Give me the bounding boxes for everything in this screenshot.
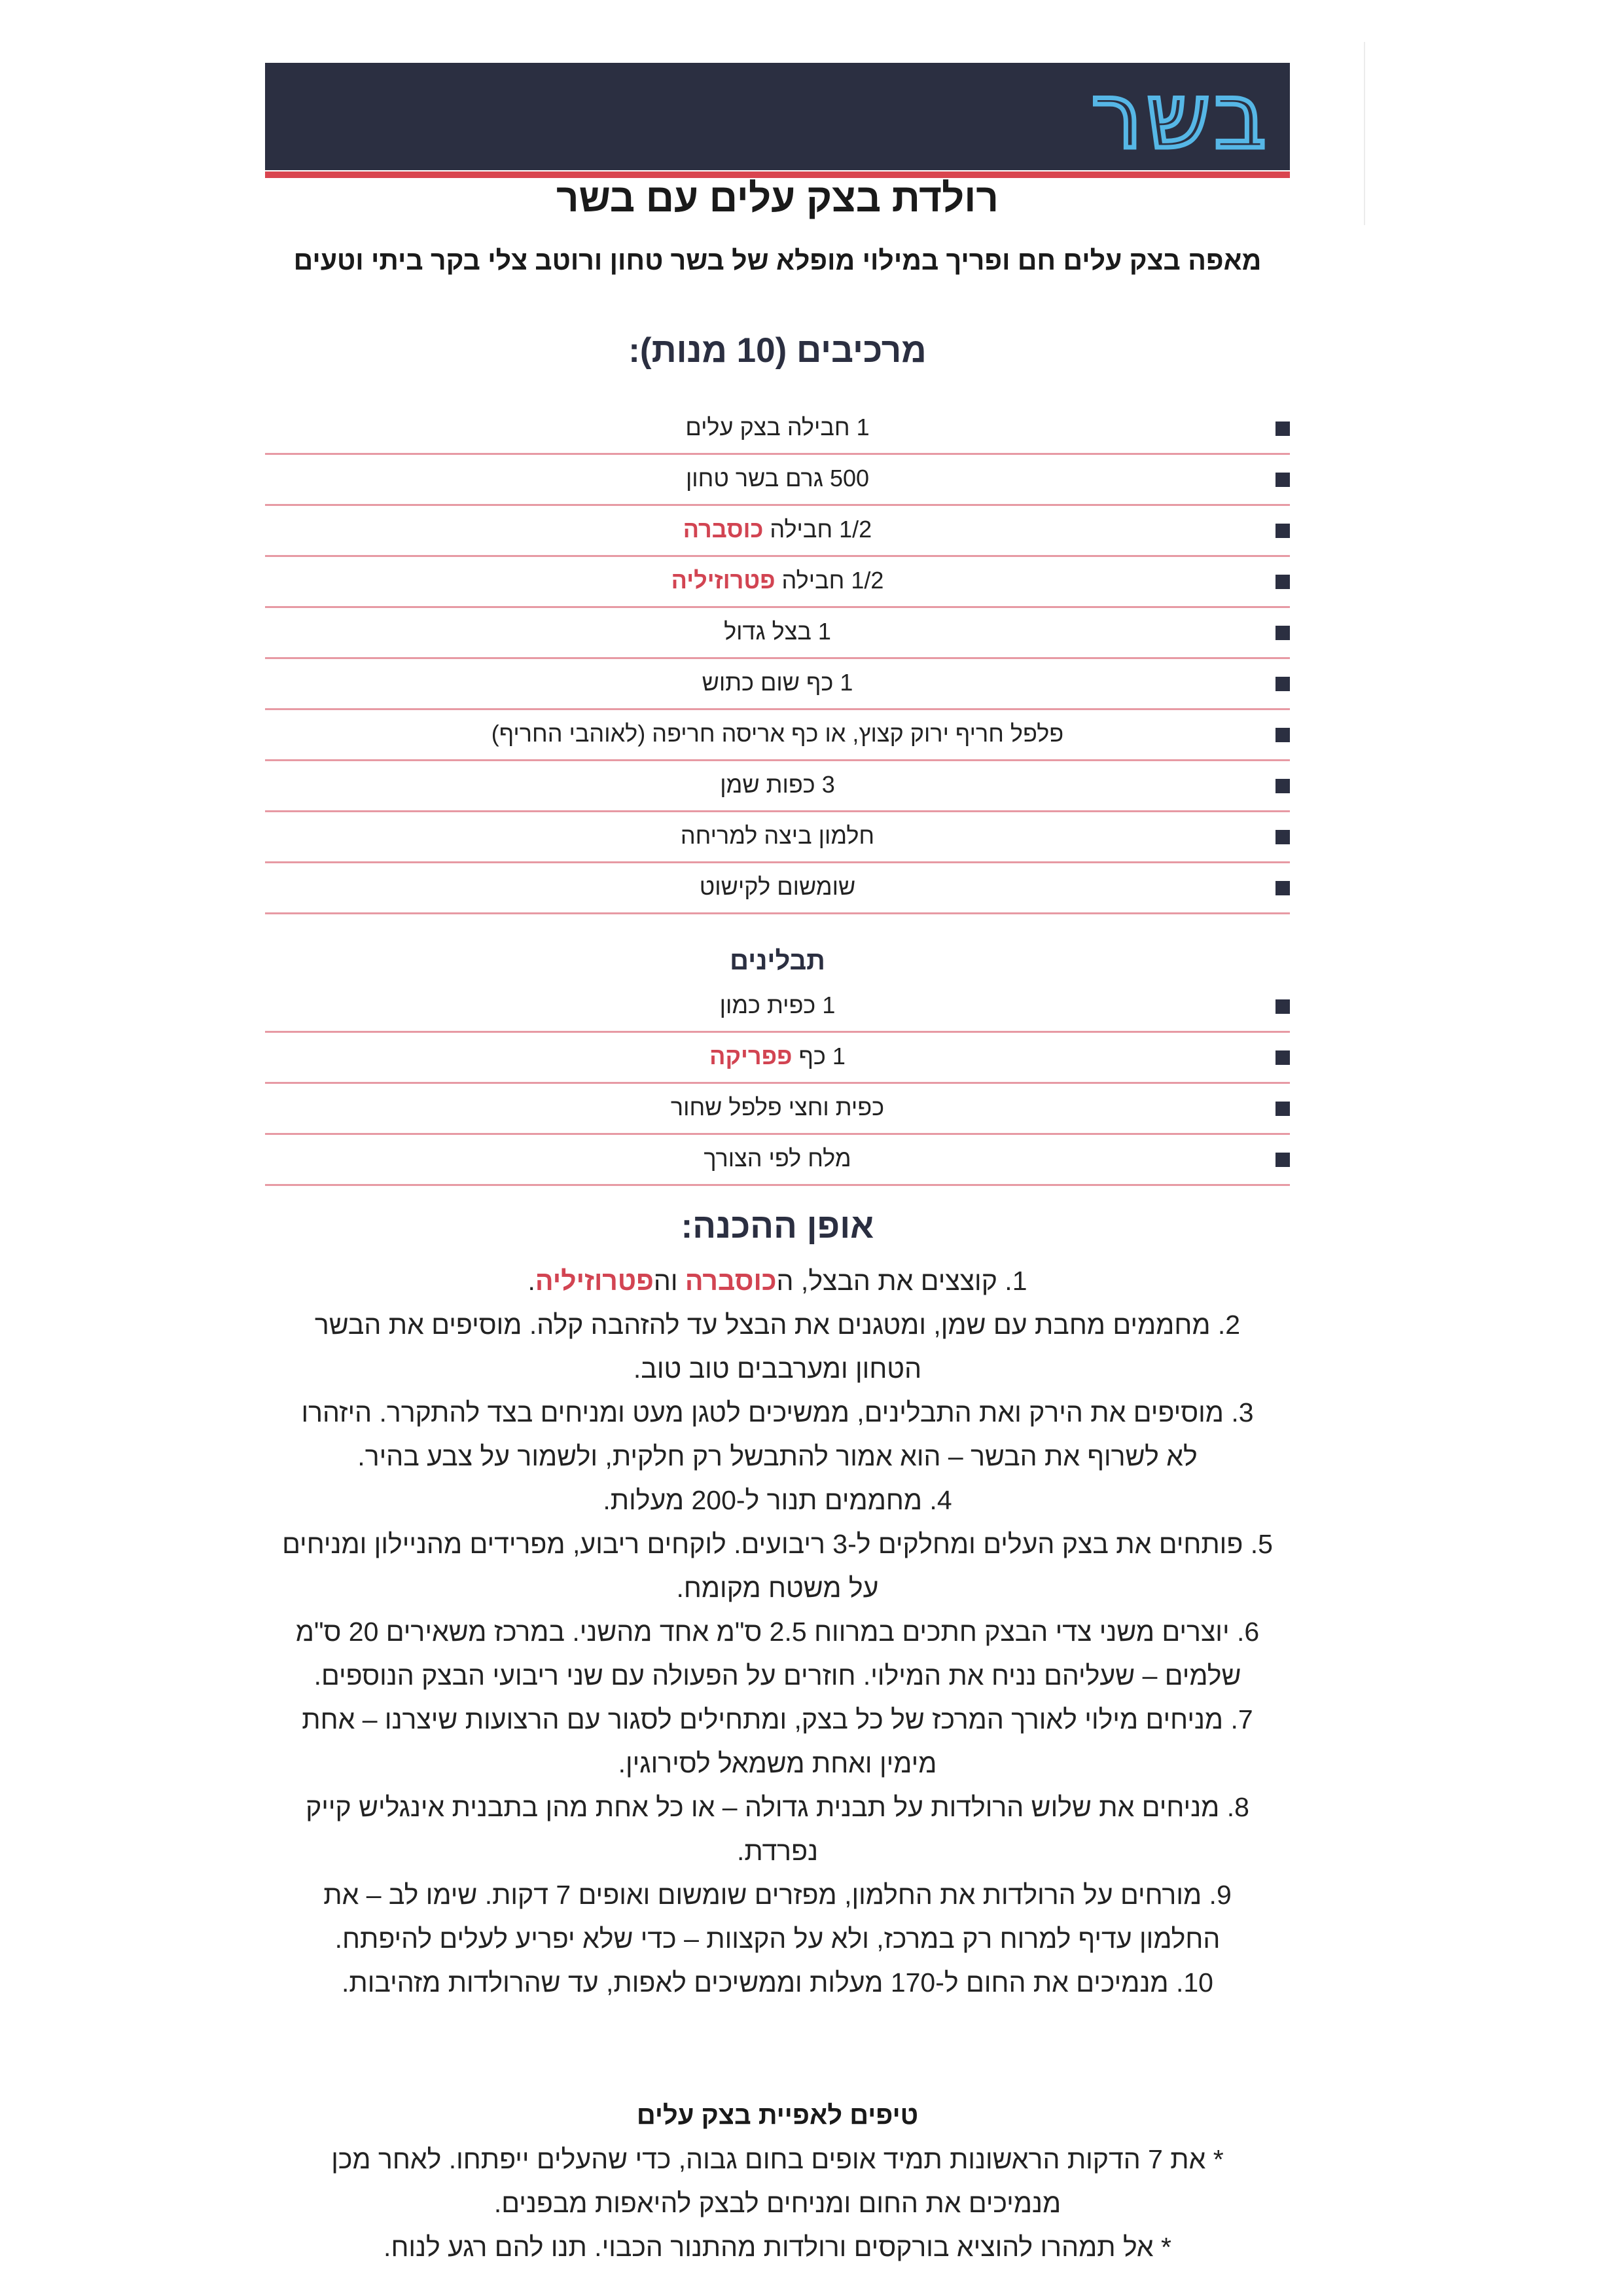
- ingredient-item: 1 כף שום כתוש: [265, 659, 1290, 710]
- spice-item: 1 כף פפריקה: [265, 1033, 1290, 1084]
- tips-section: [265, 2138, 1290, 2269]
- square-bullet-icon: [1275, 575, 1290, 589]
- ingredient-item: פלפל חריף ירוק קצוץ, או כף אריסה חריפה (לאוהבי החריף): [265, 710, 1290, 761]
- header-banner: [265, 63, 1290, 170]
- tips-heading: טיפים לאפיית בצק עלים: [636, 2101, 919, 2130]
- ingredient-item: 1/2 חבילה פטרוזיליה: [265, 557, 1290, 608]
- ingredients-list: [265, 404, 1290, 914]
- recipe-title: רולדת בצק עלים עם בשר: [556, 176, 999, 220]
- square-bullet-icon: [1275, 626, 1290, 640]
- tip-line: * אל תמהרו להוציא בורקסים ורולדות מהתנור הכבוי. תנו להם רגע לנוח.: [383, 2232, 1171, 2262]
- square-bullet-icon: [1275, 1102, 1290, 1116]
- ingredient-item: חלמון ביצה למריחה: [265, 812, 1290, 863]
- square-bullet-icon: [1275, 524, 1290, 538]
- spices-heading: תבלינים: [730, 946, 825, 975]
- recipe-subtitle: מאפה בצק עלים חם ופריך במילוי מופלא של בשר טחון ורוטב צלי בקר ביתי וטעים: [293, 245, 1262, 276]
- step-line: 6. יוצרים משני צדי הבצק חתכים במרווח 2.5 ס"מ אחד מהשני. במרכז משאירים 20 ס"מ: [295, 1617, 1260, 1647]
- tip-line: * את 7 הדקות הראשונות תמיד אופים בחום גבוה, כדי שהעלים ייפתחו. לאחר מכן: [331, 2144, 1224, 2174]
- step-line: מימין ואחת משמאל לסירוגין.: [618, 1748, 937, 1778]
- ingredient-item: 1 חבילה בצק עלים: [265, 404, 1290, 455]
- square-bullet-icon: [1275, 999, 1290, 1014]
- step-line: 7. מניחים מילוי לאורך המרכז של כל בצק, ומתחילים לסגור עם הרצועות שיצרנו – אחת: [302, 1704, 1253, 1734]
- spice-item: 1 כפית כמון: [265, 982, 1290, 1033]
- step-line: 1. קוצצים את הבצל, הכוסברה והפטרוזיליה.: [527, 1266, 1027, 1296]
- step-line: נפרדת.: [736, 1836, 819, 1866]
- square-bullet-icon: [1275, 1050, 1290, 1065]
- step-line: לא לשרוף את הבשר – הוא אמור להתבשל רק חלקית, ולשמור על צבע בהיר.: [357, 1441, 1198, 1471]
- square-bullet-icon: [1275, 473, 1290, 487]
- step-line: 4. מחממים תנור ל-200 מעלות.: [603, 1485, 952, 1515]
- ingredient-item: 1 בצל גדול: [265, 608, 1290, 659]
- ingredient-link-parsley[interactable]: פטרוזיליה: [671, 567, 776, 594]
- square-bullet-icon: [1275, 779, 1290, 793]
- step-line: 10. מנמיכים את החום ל-170 מעלות וממשיכים לאפות, עד שהרולדות מזהיבות.: [342, 1967, 1213, 1998]
- step-line: 9. מורחים על הרולדות את החלמון, מפזרים שומשום ואופים 7 דקות. שימו לב – את: [323, 1880, 1232, 1910]
- square-bullet-icon: [1275, 728, 1290, 742]
- ingredient-item: 1/2 חבילה כוסברה: [265, 506, 1290, 557]
- spice-link-paprika[interactable]: פפריקה: [709, 1043, 793, 1069]
- site-logo[interactable]: בשר: [1091, 63, 1270, 169]
- step-line: הטחון ומערבבים טוב טוב.: [633, 1354, 922, 1384]
- square-bullet-icon: [1275, 422, 1290, 436]
- step-line: על משטח מקומח.: [676, 1573, 879, 1603]
- square-bullet-icon: [1275, 830, 1290, 844]
- square-bullet-icon: [1275, 1153, 1290, 1167]
- step-line: 5. פותחים את בצק העלים ומחלקים ל-3 ריבועים. לוקחים ריבוע, מפרידים מהניילון ומניחים: [282, 1529, 1273, 1559]
- ingredient-item: שומשום לקישוט: [265, 863, 1290, 914]
- preparation-steps: [265, 1259, 1290, 2005]
- spices-list: [265, 982, 1290, 1186]
- preparation-heading: אופן ההכנה:: [681, 1207, 874, 1246]
- ingredient-item: 500 גרם בשר טחון: [265, 455, 1290, 506]
- step-line: החלמון עדיף למרוח רק במרכז, ולא על הקצוות – כדי שלא יפריע לעלים להיפתח.: [334, 1924, 1221, 1954]
- step-link-coriander[interactable]: כוסברה: [685, 1266, 777, 1296]
- square-bullet-icon: [1275, 881, 1290, 895]
- spice-item: מלח לפי הצורך: [265, 1135, 1290, 1186]
- step-link-parsley[interactable]: פטרוזיליה: [535, 1266, 654, 1296]
- ingredient-item: 3 כפות שמן: [265, 761, 1290, 812]
- tip-line: מנמיכים את החום ומניחים לבצק להיאפות מבפנים.: [493, 2188, 1061, 2218]
- step-line: שלמים – שעליהם נניח את המילוי. חוזרים על הפעולה עם שני ריבועי הבצק הנוספים.: [313, 1660, 1241, 1691]
- page-edge-line: [1364, 42, 1365, 225]
- step-line: 2. מחממים מחבת עם שמן, ומטגנים את הבצל עד להזהבה קלה. מוסיפים את הבשר: [314, 1310, 1241, 1340]
- step-line: 8. מניחים את שלוש הרולדות על תבנית גדולה – או כל אחת מהן בתבנית אינגליש קייק: [306, 1792, 1249, 1822]
- ingredient-link-coriander[interactable]: כוסברה: [683, 516, 764, 543]
- square-bullet-icon: [1275, 677, 1290, 691]
- spice-item: כפית וחצי פלפל שחור: [265, 1084, 1290, 1135]
- ingredients-heading: מרכיבים (10 מנות):: [628, 331, 927, 370]
- step-line: 3. מוסיפים את הירק ואת התבלינים, ממשיכים לטגן מעט ומניחים בצד להתקרר. היזהרו: [301, 1397, 1254, 1427]
